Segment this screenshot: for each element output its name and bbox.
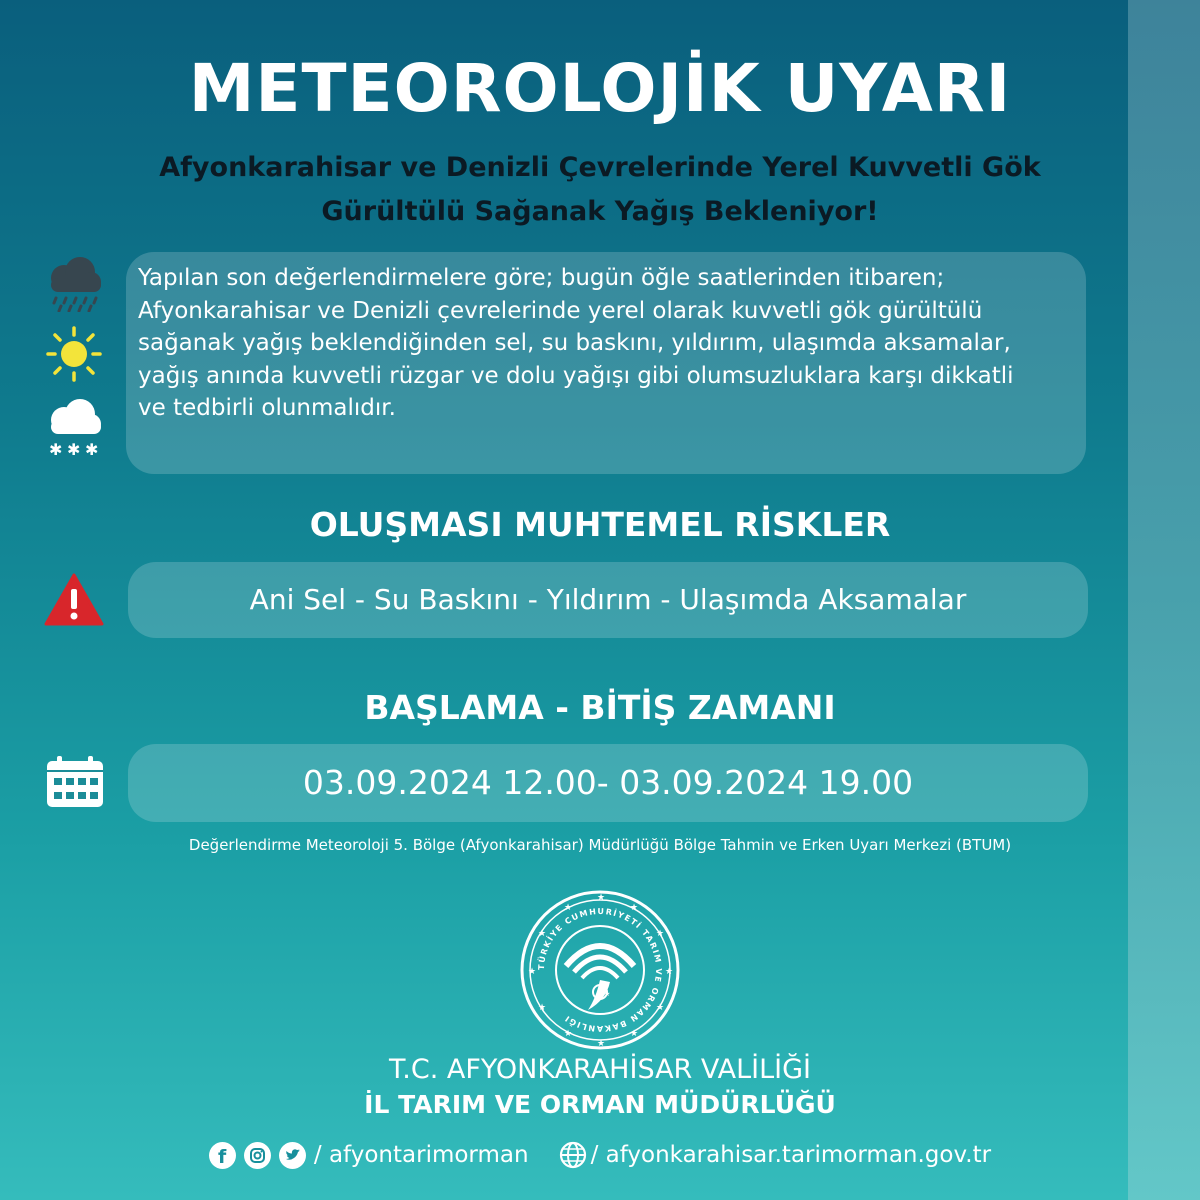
- twitter-icon[interactable]: [279, 1142, 306, 1169]
- sun-icon: [44, 325, 104, 383]
- svg-text:★: ★: [564, 903, 573, 913]
- source-note: Değerlendirme Meteoroloji 5. Bölge (Afyonkarahisar) Müdürlüğü Bölge Tahmin ve Erken Uyarı Merkezi (BTUM): [188, 836, 1012, 854]
- svg-text:★: ★: [604, 990, 611, 998]
- timing-text: 03.09.2024 12.00- 03.09.2024 19.00: [302, 763, 914, 802]
- svg-text:✱: ✱: [67, 440, 81, 456]
- social-handle[interactable]: / afyontarimorman: [313, 1142, 529, 1168]
- svg-text:★: ★: [538, 929, 547, 939]
- ministry-emblem-icon: [518, 888, 682, 1052]
- svg-text:f: f: [217, 1145, 227, 1168]
- description-line: Afyonkarahisar ve Denizli çevrelerinde yerel olarak kuvvetli gök gürültülü: [138, 297, 983, 324]
- svg-text:★: ★: [630, 1029, 639, 1039]
- svg-text:★: ★: [528, 967, 537, 977]
- risks-text: Ani Sel - Su Baskını - Yıldırım - Ulaşımda Aksamalar: [249, 583, 967, 616]
- governorship-name: T.C. AFYONKARAHİSAR VALİLİĞİ: [388, 1054, 812, 1085]
- subtitle-line: Gürültülü Sağanak Yağış Bekleniyor!: [321, 196, 879, 227]
- svg-text:✱: ✱: [85, 440, 99, 456]
- description-line: sağanak yağış beklendiğinden sel, su baskını, yıldırım, ulaşımda aksamalar,: [138, 330, 1011, 356]
- side-decor-strip: [1128, 0, 1200, 1200]
- facebook-icon[interactable]: [209, 1142, 236, 1169]
- page-subtitle: [130, 146, 1070, 234]
- svg-text:★: ★: [630, 903, 639, 913]
- svg-text:★: ★: [656, 929, 665, 939]
- description-line: ve tedbirli olunmalıdır.: [138, 395, 396, 421]
- rain-cloud-icon: [44, 256, 104, 312]
- website-link[interactable]: / afyonkarahisar.tarimorman.gov.tr: [590, 1142, 992, 1168]
- svg-text:★: ★: [597, 893, 606, 903]
- svg-text:✱: ✱: [49, 440, 63, 456]
- svg-text:★: ★: [538, 1003, 547, 1013]
- description-text: [138, 262, 1083, 425]
- snow-cloud-icon: [44, 398, 104, 456]
- svg-text:★: ★: [656, 1003, 665, 1013]
- page-title: METEOROLOJİK UYARI: [188, 50, 1012, 127]
- instagram-icon[interactable]: [244, 1142, 271, 1169]
- svg-text:★: ★: [597, 1039, 606, 1049]
- footer-contacts: [0, 1138, 1200, 1172]
- globe-icon: [559, 1141, 587, 1169]
- calendar-icon: [46, 756, 104, 808]
- emblem-ring-text: TÜRKİYE CUMHURİYETİ TARIM VE ORMAN BAKANLIĞI: [536, 906, 664, 1034]
- svg-text:★: ★: [665, 967, 674, 977]
- risks-heading: OLUŞMASI MUHTEMEL RİSKLER: [309, 505, 891, 544]
- svg-text:★: ★: [564, 1029, 573, 1039]
- subtitle-line: Afyonkarahisar ve Denizli Çevrelerinde Yerel Kuvvetli Gök: [159, 152, 1041, 183]
- timing-heading: BAŞLAMA - BİTİŞ ZAMANI: [364, 688, 836, 727]
- directorate-name: İL TARIM VE ORMAN MÜDÜRLÜĞÜ: [364, 1090, 836, 1119]
- description-line: yağış anında kuvvetli rüzgar ve dolu yağışı gibi olumsuzluklara karşı dikkatli: [138, 362, 1014, 389]
- warning-icon: [44, 573, 104, 627]
- description-line: Yapılan son değerlendirmelere göre; bugün öğle saatlerinden itibaren;: [138, 265, 945, 291]
